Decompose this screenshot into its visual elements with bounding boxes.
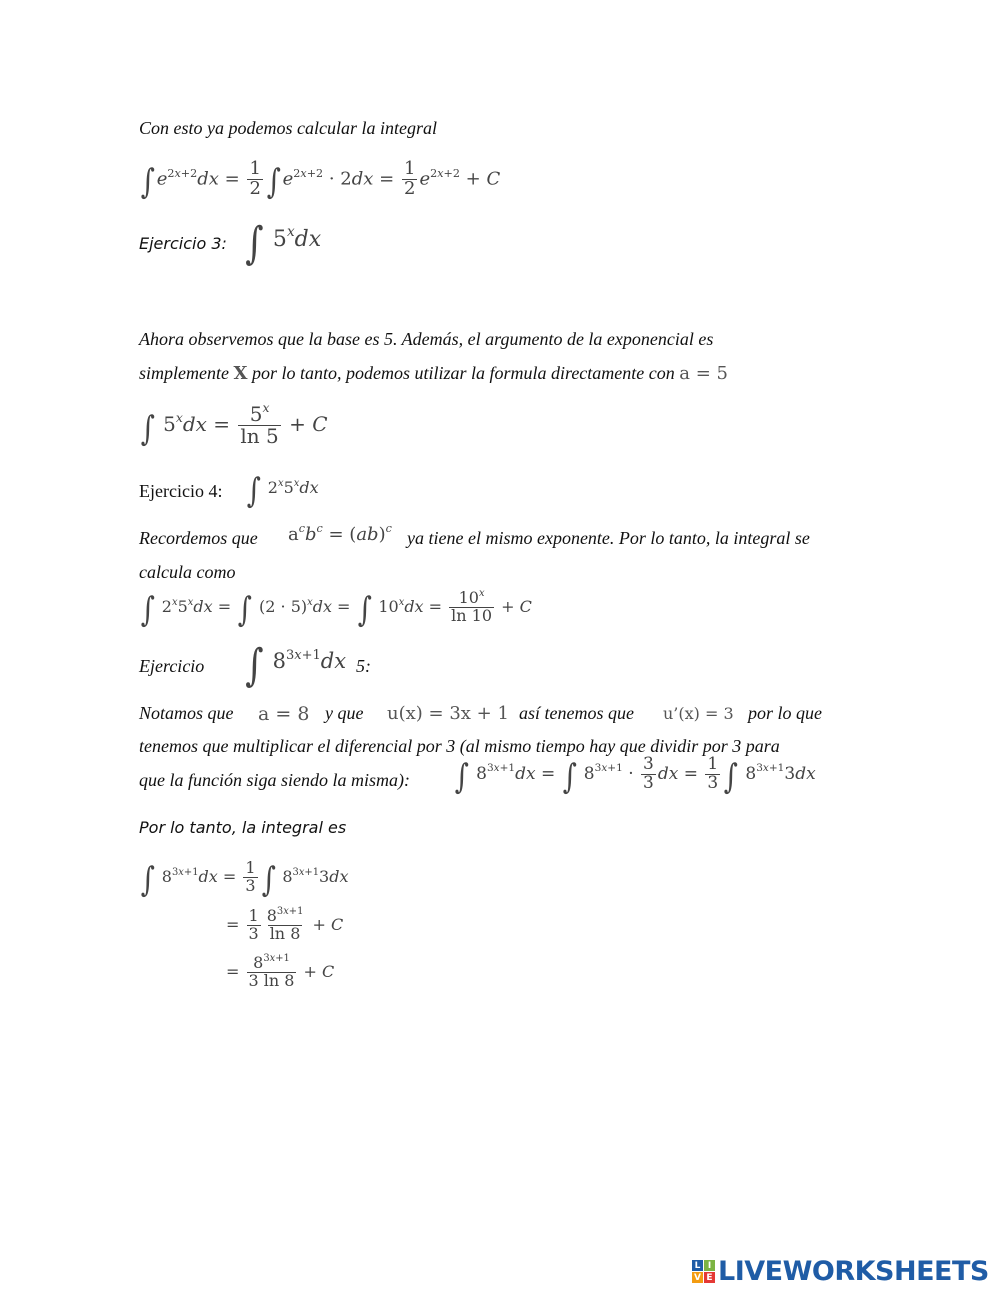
equation-substitution: ∫ $8^{3x+1}dx$ = ∫ $8^{3x+1}$ · $\frac{3}{3}$ dx = $\frac{1}{3}$ ∫ $8^{3x+1}3dx$	[454, 754, 816, 797]
a-equals-8: a = 8	[258, 703, 310, 725]
u-equation: u(x) = 3x + 1	[387, 703, 509, 724]
equation-10x-integral: ∫ $2^x5^xdx$ = ∫ $(2 \cdot 5)^xdx$ = ∫ $10^xdx$ = $\frac{10^x}{\ln 10}$ + C	[140, 588, 532, 630]
explain-4-line2: calcula como	[139, 562, 236, 582]
logo-icon	[692, 1260, 715, 1283]
logo-tile-l: L	[692, 1260, 703, 1271]
explain-3-line2b: por lo tanto, podemos utilizar la formula directamente con	[251, 363, 675, 383]
logo-tile-v: V	[692, 1272, 703, 1283]
du-equation: u’(x) = 3	[663, 704, 734, 723]
variable-x: X	[233, 363, 248, 384]
equation-exp-integral: $\int e^{2x+2}dx$ = $\frac{1}{2}$ $\int e^{2x+2} \cdot 2dx$ = $\frac{1}{2}$ $e^{2x+2} + C$	[140, 158, 501, 203]
logo-tile-e: E	[704, 1272, 715, 1283]
exercise-5-label-b: 5:	[356, 656, 371, 676]
liveworksheets-logo	[692, 1256, 989, 1287]
explain-5-asi: así tenemos que	[519, 703, 634, 723]
logo-tile-i: I	[704, 1260, 715, 1271]
logo-text: LIVEWORKSHEETS	[718, 1256, 989, 1287]
explain-5-line2: tenemos que multiplicar el diferencial por 3 (al mismo tiempo hay que dividir por 3 para	[139, 736, 780, 756]
explain-4-line1b: ya tiene el mismo exponente. Por lo tanto, la integral se	[407, 528, 810, 548]
exercise-3-integral: ∫ 5$^x$dx	[245, 218, 322, 269]
intro-text: Con esto ya podemos calcular la integral	[139, 118, 437, 138]
exercise-5-label-a: Ejercicio	[139, 656, 205, 676]
explain-5-notamos: Notamos que	[139, 703, 234, 723]
equation-5x-integral: ∫ $5^xdx$ = $\frac{5^x}{\ln 5}$ + C	[140, 400, 328, 449]
explain-3-line2	[139, 363, 728, 384]
final-equation-line2: = $\frac{1}{3}$ $\frac{8^{3x+1}}{\ln 8}$ + C	[226, 906, 344, 943]
explain-5-y-que: y que	[325, 703, 364, 723]
explain-5-por-lo-que: por lo que	[748, 703, 822, 723]
conclusion-text: Por lo tanto, la integral es	[139, 818, 347, 837]
property-equation: $a^cb^c = (ab)^c$	[288, 522, 392, 545]
exercise-4-label: Ejercicio 4:	[139, 481, 223, 501]
explain-4-line1a: Recordemos que	[139, 528, 258, 548]
explain-3-line1: Ahora observemos que la base es 5. Además, el argumento de la exponencial es	[139, 329, 714, 349]
final-equation-line3: = $\frac{8^{3x+1}}{3 \ln 8}$ + C	[226, 953, 335, 990]
exercise-3-label: Ejercicio 3:	[139, 234, 227, 253]
a-equals-5: a = 5	[679, 363, 728, 384]
final-equation-line1: ∫ $8^{3x+1}dx$ = $\frac{1}{3}$ ∫ $8^{3x+1}3dx$	[140, 858, 349, 900]
explain-3-line2a: simplemente	[139, 363, 229, 383]
exercise-4-integral: ∫ 2$^x$5$^x$dx	[246, 471, 319, 511]
exercise-5-integral: ∫ $8^{3x+1}dx$	[245, 640, 347, 691]
explain-5-line3: que la función siga siendo la misma):	[139, 770, 410, 790]
